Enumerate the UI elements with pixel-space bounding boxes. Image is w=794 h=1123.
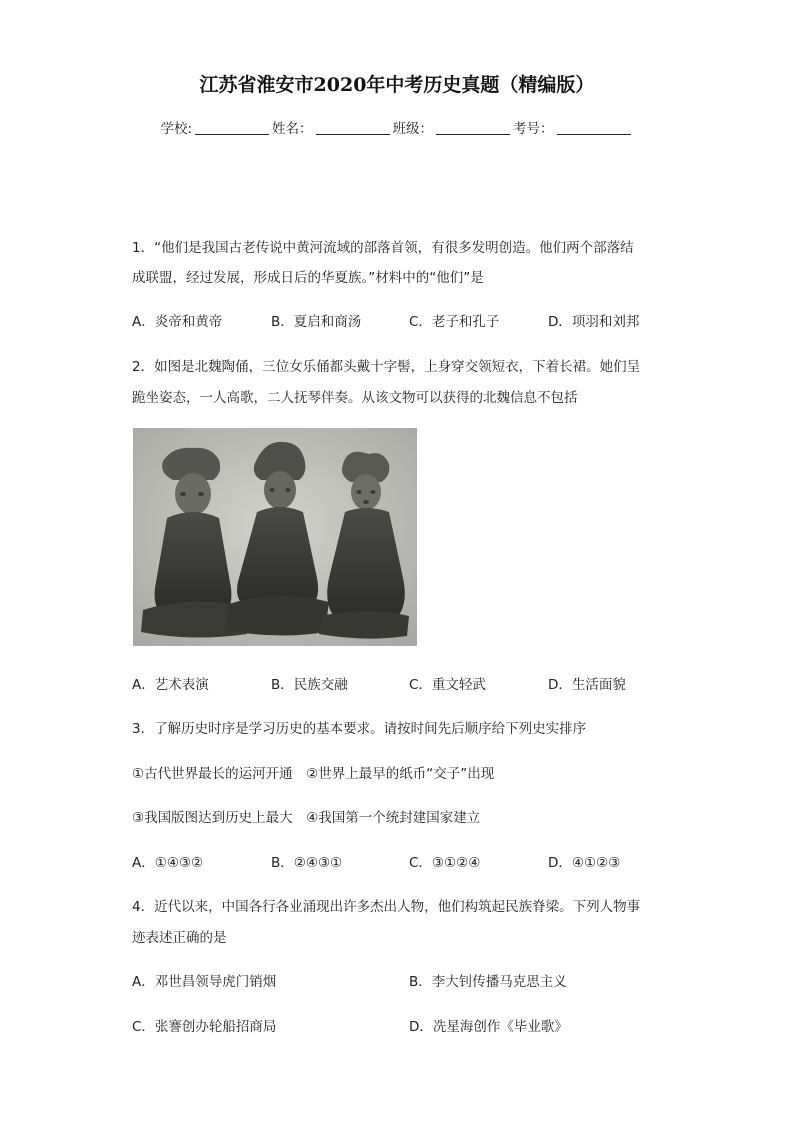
name-label: 姓名： <box>272 121 313 137</box>
question-4-line-1: 4．近代以来，中国各行各业涌现出许多杰出人物，他们构筑起民族脊梁。下列人物事 <box>132 899 641 915</box>
q2-option-c[interactable]: C．重文轻武 <box>409 677 486 693</box>
question-2-line-2: 跪坐姿态，一人高歌，二人抚琴伴奏。从该文物可以获得的北魏信息不包括 <box>132 390 578 406</box>
q3-option-b[interactable]: B．②④③① <box>271 855 343 871</box>
q2-option-a[interactable]: A．艺术表演 <box>132 677 209 693</box>
q2-option-d[interactable]: D．生活面貌 <box>548 677 626 693</box>
q1-option-a[interactable]: A．炎帝和黄帝 <box>132 314 223 330</box>
number-blank[interactable] <box>557 120 631 135</box>
q4-option-d[interactable]: D．冼星海创作《毕业歌》 <box>409 1019 568 1035</box>
q4-option-a[interactable]: A．邓世昌领导虎门销烟 <box>132 974 277 990</box>
q3-option-d[interactable]: D．④①②③ <box>548 855 621 871</box>
question-4-line-2: 迹表述正确的是 <box>132 930 227 946</box>
class-label: 班级： <box>392 121 434 137</box>
q1-option-b[interactable]: B．夏启和商汤 <box>271 314 362 330</box>
student-info-line <box>0 117 794 137</box>
question-1-line-1: 1．“他们是我国古老传说中黄河流域的部落首领，有很多发明创造。他们两个部落结 <box>132 240 634 256</box>
q3-option-c[interactable]: C．③①②④ <box>409 855 481 871</box>
q1-option-c[interactable]: C．老子和孔子 <box>409 314 500 330</box>
class-blank[interactable] <box>436 120 510 135</box>
school-blank[interactable] <box>195 120 269 135</box>
pottery-figurines-photo <box>133 428 417 646</box>
q1-option-d[interactable]: D．项羽和刘邦 <box>548 314 640 330</box>
question-3-line-2: ①古代世界最长的运河开通 ②世界上最早的纸币“交子”出现 <box>132 766 495 782</box>
page-title: 江苏省淮安市2020年中考历史真题（精编版） <box>199 74 595 96</box>
q2-option-b[interactable]: B．民族交融 <box>271 677 348 693</box>
q4-option-c[interactable]: C．张謇创办轮船招商局 <box>132 1019 277 1035</box>
question-3-line-3: ③我国版图达到历史上最大 ④我国第一个统封建国家建立 <box>132 810 481 826</box>
question-3-line-1: 3．了解历史时序是学习历史的基本要求。请按时间先后顺序给下列史实排序 <box>132 721 587 737</box>
number-label: 考号： <box>513 121 554 137</box>
q4-option-b[interactable]: B．李大钊传播马克思主义 <box>409 974 567 990</box>
question-2-line-1: 2．如图是北魏陶俑，三位女乐俑都头戴十字髻，上身穿交领短衣，下着长裙。她们呈 <box>132 359 641 375</box>
question-1-line-2: 成联盟，经过发展，形成日后的华夏族。”材料中的“他们”是 <box>132 270 484 286</box>
q3-option-a[interactable]: A．①④③② <box>132 855 204 871</box>
name-blank[interactable] <box>316 120 390 135</box>
school-label: 学校: <box>160 121 193 137</box>
